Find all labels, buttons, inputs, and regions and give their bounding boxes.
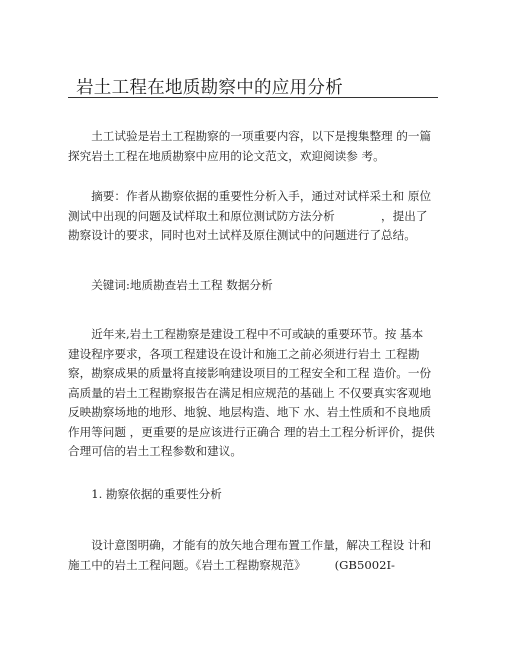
section-heading — [68, 485, 440, 505]
intro-line: 探究岩土工程在地质勘察中应用的论文范文，欢迎阅读参 考。 — [68, 148, 385, 163]
body-line: 建设程序要求，各项工程建设在设计和施工之前必须进行岩土 工程勘 — [68, 346, 420, 361]
section-paragraph — [68, 536, 440, 575]
body-line: 合理可信的岩土工程参数和建议。 — [68, 444, 242, 458]
body-line: 察，勘察成果的质量将直接影响建设项目的工程安全和工程 造价。一份 — [68, 366, 432, 380]
body-line: 作用等问题 ，更重要的是应该进行正确合 理的岩土工程分析评价，提供 — [68, 424, 435, 439]
abstract-line: 摘要：作者从勘察依据的重要性分析入手，通过对试样采土和 原位 — [68, 189, 432, 203]
body-line: 反映勘察场地的地形、地貌、地层构造、地下 水、岩土性质和不良地质 — [68, 405, 432, 419]
keywords-line: 关键词:地质勘查岩土工程 数据分析 — [68, 278, 273, 292]
body-line: 高质量的岩土工程勘察报告在满足相应规范的基础上 不仅要真实客观地 — [68, 385, 432, 400]
body-line: 近年来,岩土工程勘察是建设工程中不可或缺的重要环节。按 基本 — [68, 327, 424, 341]
abstract-line: 测试中出现的问题及试样取土和原位测试防方法分析 ，提出了 — [68, 208, 428, 223]
section-line: 施工中的岩土工程问题。《岩土工程勘察规范》 (GB5002I- — [68, 557, 395, 572]
title-underline — [68, 97, 438, 98]
keywords-paragraph — [68, 276, 440, 296]
document-title: 岩土工程在地质勘察中的应用分析 — [76, 78, 343, 98]
intro-paragraph — [68, 127, 440, 166]
intro-line: 土工试验是岩土工程勘察的一项重要内容，以下是搜集整理 的一篇 — [68, 129, 432, 143]
abstract-paragraph — [68, 187, 440, 246]
section-line: 设计意图明确，才能有的放矢地合理布置工作量，解决工程设 计和 — [68, 538, 432, 552]
body-paragraph — [68, 325, 440, 462]
abstract-line: 勘察设计的要求，同时也对土试样及原住测试中的问题进行了总结。 — [68, 228, 416, 242]
section-heading-text: 1. 勘察依据的重要性分析 — [68, 487, 222, 501]
